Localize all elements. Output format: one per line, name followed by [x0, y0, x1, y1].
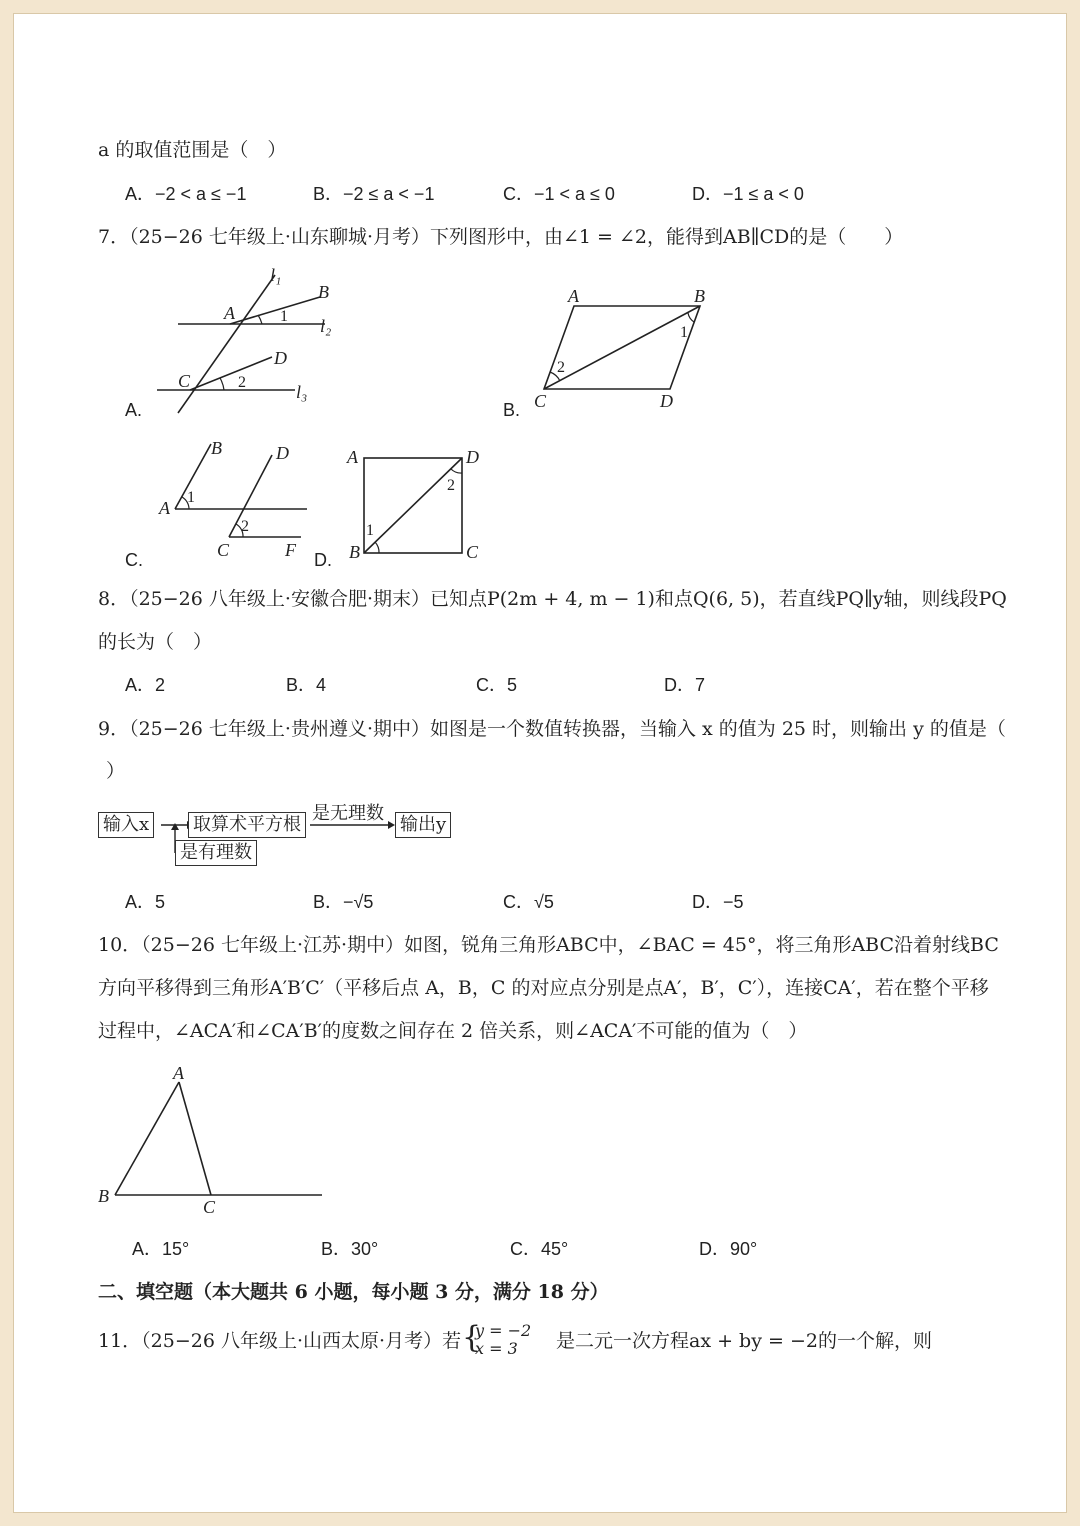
q10-label-b: B — [98, 1186, 109, 1206]
q9-stem-line2: ） — [106, 760, 126, 782]
q9-stem-line1: 9．（25−26 七年级上·贵州遵义·期中）如图是一个数值转换器，当输入 x 的值为 25 时，则输出 y 的值是（ — [98, 718, 1006, 740]
q8-option-d: D．7 — [664, 675, 706, 695]
q8-option-c: C．5 — [476, 675, 518, 695]
fig-b-label-c: C — [534, 391, 547, 411]
q10-label-c: C — [203, 1197, 216, 1217]
q10-option-a: A．15° — [132, 1239, 190, 1259]
q6-tail: a 的取值范围是（ ） — [98, 139, 287, 161]
fig-d-label-c: C — [466, 542, 479, 562]
fig-a-label-l3: l₃ — [296, 382, 308, 402]
section-2-title: 二、填空题（本大题共 6 小题，每小题 3 分，满分 18 分） — [98, 1281, 609, 1303]
q9-option-b: B．−√5 — [313, 892, 374, 912]
fig-c-label-a: A — [159, 498, 170, 518]
q10-label-a: A — [173, 1063, 184, 1083]
q10-option-b: B．30° — [321, 1239, 379, 1259]
fig-a-label-c: C — [178, 371, 191, 391]
flow-process-box: 取算术平方根 — [188, 812, 306, 838]
flow-input-box: 输入x — [98, 812, 154, 838]
fig-c-label-c: C — [217, 540, 230, 560]
q7-figure-a — [150, 265, 350, 420]
q10-stem-line1: 10．（25−26 七年级上·江苏·期中）如图，锐角三角形ABC中，∠BAC = 45°，将三角形ABC沿着射线BC — [98, 934, 999, 956]
q6-option-a: A．−2 < a ≤ −1 — [125, 184, 247, 204]
q11-stem-pre: 11．（25−26 八年级上·山西太原·月考）若 — [98, 1330, 462, 1352]
q8-stem-line1: 8．（25−26 八年级上·安徽合肥·期末）已知点P(2m + 4, m − 1)和点Q(6, 5)，若直线PQ∥y轴，则线段PQ — [98, 588, 1007, 610]
flow-irrational-label: 是无理数 — [312, 803, 384, 824]
q7-figure-b — [530, 285, 720, 415]
fig-b-angle-2: 2 — [557, 359, 565, 376]
fig-b-label-a: A — [568, 286, 579, 306]
fig-b-angle-1: 1 — [680, 324, 688, 341]
q10-stem-line3: 过程中，∠ACA′和∠CA′B′的度数之间存在 2 倍关系，则∠ACA′不可能的值为（ ） — [98, 1020, 808, 1042]
fig-a-label-b: B — [318, 282, 329, 302]
q11-system-brace: { — [462, 1320, 482, 1355]
fig-d-label-d: D — [466, 447, 479, 467]
q6-option-c: C．−1 < a ≤ 0 — [503, 184, 615, 204]
q8-option-a: A．2 — [125, 675, 166, 695]
q10-option-d: D．90° — [699, 1239, 758, 1259]
fig-c-label-b: B — [211, 438, 222, 458]
q9-option-c: C．√5 — [503, 892, 554, 912]
q10-figure — [95, 1060, 335, 1220]
q11-stem-post: 是二元一次方程ax + by = −2的一个解，则 — [556, 1330, 932, 1352]
flow-output-box: 输出y — [395, 812, 451, 838]
q10-option-c: C．45° — [510, 1239, 569, 1259]
fig-a-label-l1: l₁ — [270, 265, 282, 285]
q6-option-d: D．−1 ≤ a < 0 — [692, 184, 804, 204]
q7-option-d-label: D. — [314, 550, 332, 570]
q7-figure-c — [155, 438, 315, 563]
q10-stem-line2: 方向平移得到三角形A′B′C′（平移后点 A，B，C 的对应点分别是点A′，B′，C′），连接CA′，若在整个平移 — [98, 977, 989, 999]
fig-c-label-f: F — [285, 540, 296, 560]
fig-a-angle-2: 2 — [238, 374, 246, 391]
fig-c-angle-2: 2 — [241, 518, 249, 535]
fig-d-angle-2: 2 — [447, 477, 455, 494]
fig-b-label-d: D — [660, 391, 673, 411]
q7-option-a-label: A. — [125, 400, 143, 420]
fig-a-label-a: A — [224, 303, 235, 323]
q7-figure-d — [345, 445, 490, 565]
q8-option-b: B．4 — [286, 675, 327, 695]
q8-stem-line2: 的长为（ ） — [98, 631, 213, 653]
q7-stem: 7．（25−26 七年级上·山东聊城·月考）下列图形中，由∠1 = ∠2，能得到AB∥CD的是（ ） — [98, 226, 904, 248]
q9-option-a: A．5 — [125, 892, 166, 912]
q6-option-b: B．−2 ≤ a < −1 — [313, 184, 435, 204]
fig-a-angle-1: 1 — [280, 308, 288, 325]
q9-option-d: D．−5 — [692, 892, 744, 912]
fig-a-label-d: D — [274, 348, 287, 368]
fig-d-label-a: A — [347, 447, 358, 467]
fig-b-label-b: B — [694, 286, 705, 306]
q11-system-bottom: x = 3 — [475, 1339, 518, 1358]
q11-system-top: y = −2 — [475, 1321, 532, 1340]
q7-option-b-label: B. — [503, 400, 521, 420]
q7-option-c-label: C. — [125, 550, 143, 570]
fig-c-angle-1: 1 — [187, 489, 195, 506]
fig-a-label-l2: l₂ — [320, 316, 332, 336]
flow-rational-box: 是有理数 — [175, 840, 257, 866]
fig-c-label-d: D — [276, 443, 289, 463]
fig-d-label-b: B — [349, 542, 360, 562]
fig-d-angle-1: 1 — [366, 522, 374, 539]
